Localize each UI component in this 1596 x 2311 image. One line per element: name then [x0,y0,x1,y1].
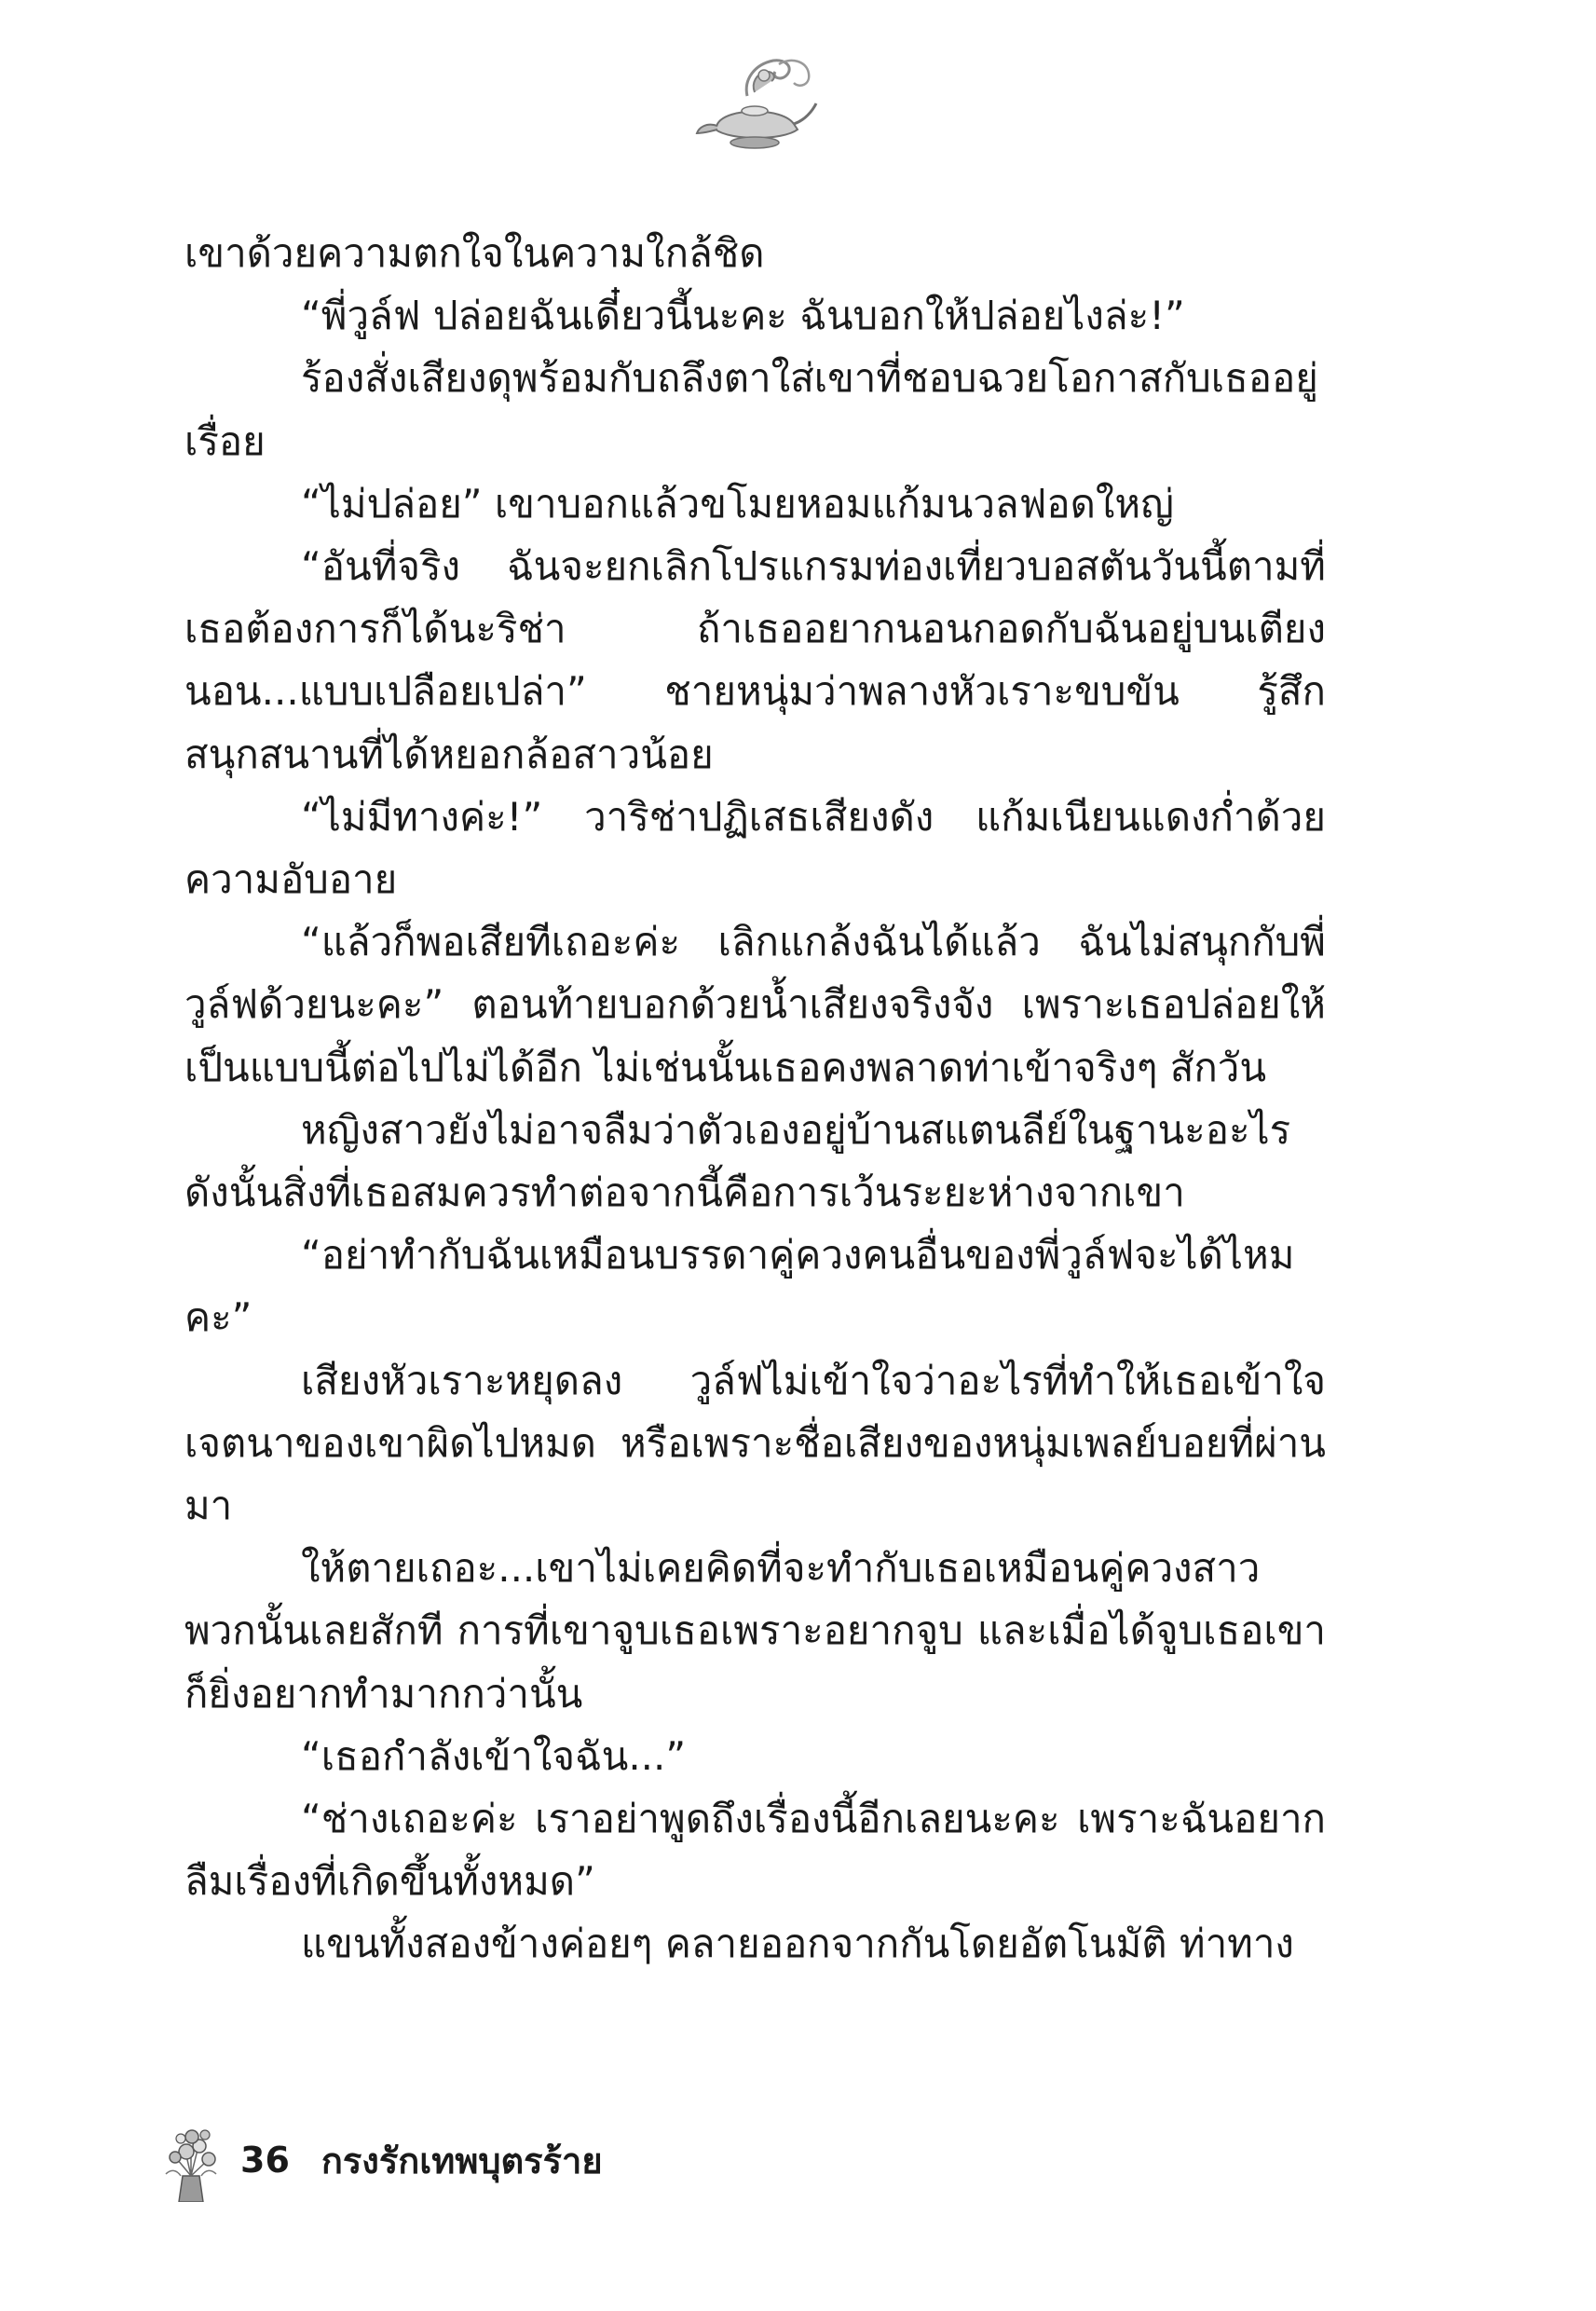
paragraph: เขาด้วยความตกใจในความใกล้ชิด [184,230,765,276]
body-text [184,222,1326,1976]
paragraph: แขนทั้งสองข้างค่อยๆ คลายออกจากกันโดยอัตโนมัติ ท่าทาง [301,1921,1294,1967]
page-footer [158,2113,603,2207]
paragraph: “ไม่ปล่อย” เขาบอกแล้วขโมยหอมแก้มนวลฟอดใหญ่ [301,480,1174,526]
book-title: กรงรักเทพบุตรร้าย [321,2140,603,2181]
paragraph: “แล้วก็พอเสียทีเถอะค่ะ เลิกแกล้งฉันได้แล้ว ฉันไม่สนุกกับพี่วูล์ฟด้วยนะคะ” ตอนท้ายบอกด้วยน้ำเสียงจริงจัง เพราะเธอปล่อยให้เป็นแบบนี้ต่อไปไม่ได้อีก ไม่เช่นนั้นเธอคงพลาดท่าเข้าจริงๆ สักวัน [184,919,1326,1090]
paragraph: “พี่วูล์ฟ ปล่อยฉันเดี๋ยวนี้นะคะ ฉันบอกให้ปล่อยไงล่ะ!” [301,293,1185,339]
page-number: 36 [240,2140,290,2181]
paragraph: เสียงหัวเราะหยุดลง วูล์ฟไม่เข้าใจว่าอะไรที่ทำให้เธอเข้าใจเจตนาของเขาผิดไปหมด หรือเพราะชื่อเสียงของหนุ่มเพลย์บอยที่ผ่านมา [184,1357,1326,1529]
paragraph: “อันที่จริง ฉันจะยกเลิกโปรแกรมท่องเที่ยวบอสตันวันนี้ตามที่เธอต้องการก็ได้นะริช่า ถ้าเธออยากนอนกอดกับฉันอยู่บนเตียงนอน...แบบเปลือยเปล่า” ชายหนุ่มว่าพลางหัวเราะขบขัน รู้สึกสนุกสนานที่ได้หยอกล้อสาวน้อย [184,543,1326,777]
paragraph: “ช่างเถอะค่ะ เราอย่าพูดถึงเรื่องนี้อีกเลยนะคะ เพราะฉันอยากลืมเรื่องที่เกิดขึ้นทั้งหมด” [184,1796,1326,1905]
paragraph: “เธอกำลังเข้าใจฉัน...” [301,1732,687,1779]
genie-lamp-ornament-icon [689,51,820,163]
paragraph: หญิงสาวยังไม่อาจลืมว่าตัวเองอยู่บ้านสแตนลีย์ในฐานะอะไร ดังนั้นสิ่งที่เธอสมควรทำต่อจากนี้คือการเว้นระยะห่างจากเขา [184,1106,1291,1216]
paragraph: “อย่าทำกับฉันเหมือนบรรดาคู่ควงคนอื่นของพี่วูล์ฟจะได้ไหมคะ” [184,1232,1295,1341]
paragraph: “ไม่มีทางค่ะ!” วาริช่าปฏิเสธเสียงดัง แก้มเนียนแดงก่ำด้วยความอับอาย [184,793,1326,903]
paragraph: ให้ตายเถอะ...เขาไม่เคยคิดที่จะทำกับเธอเหมือนคู่ควงสาวพวกนั้นเลยสักที การที่เขาจูบเธอเพราะอยากจูบ และเมื่อได้จูบเธอเขาก็ยิ่งอยากทำมากกว่านั้น [184,1545,1326,1716]
flower-bouquet-icon [158,2118,224,2202]
paragraph: ร้องสั่งเสียงดุพร้อมกับถลึงตาใส่เขาที่ชอบฉวยโอกาสกับเธออยู่เรื่อย [184,355,1318,464]
